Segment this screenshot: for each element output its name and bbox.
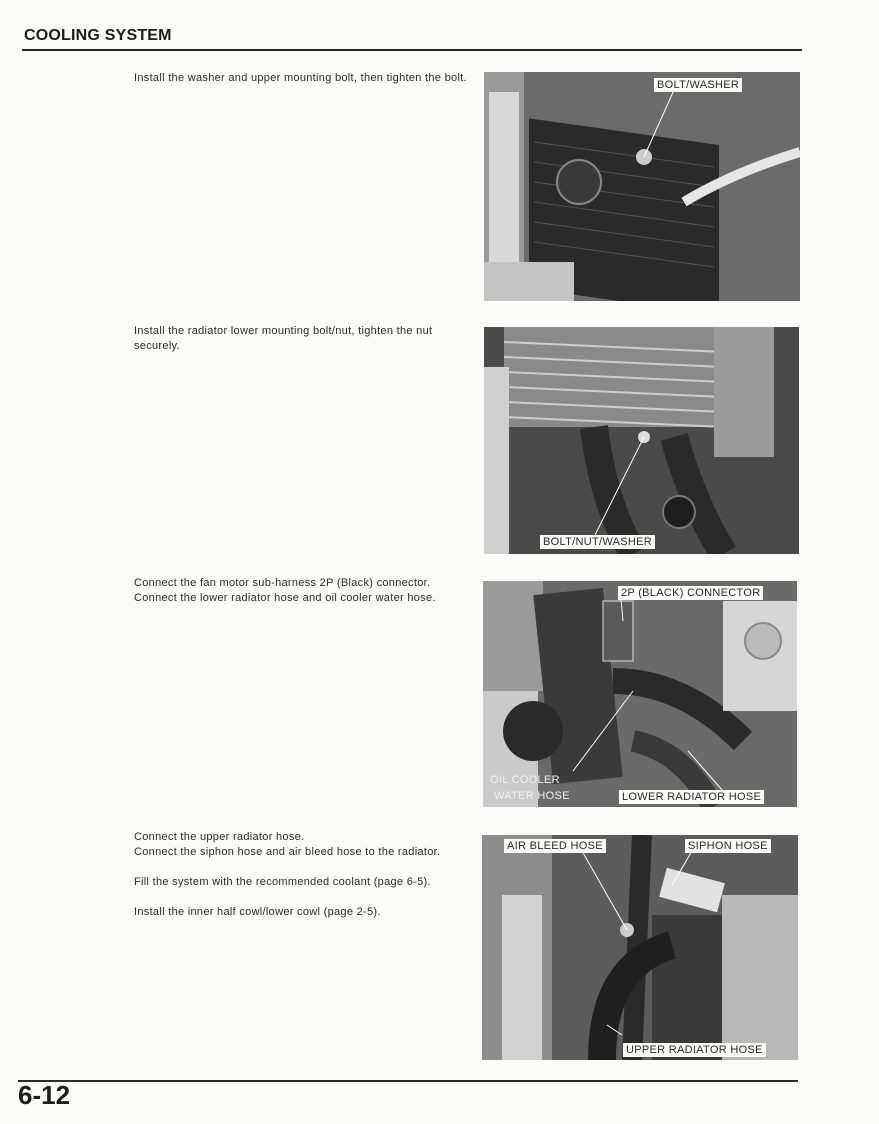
callout-oil-cooler: OIL COOLER [490,774,560,786]
step-1-text [134,71,468,101]
callout-bolt-washer: BOLT/WASHER [654,78,742,92]
callout-water-hose: WATER HOSE [494,790,570,802]
callout-upper-radiator-hose: UPPER RADIATOR HOSE [623,1043,766,1057]
step-4-paragraph-3: Fill the system with the recommended coolant (page 6-5). [134,876,431,888]
step-3-text [134,576,468,621]
page-number: 6-12 [18,1080,71,1110]
step-4-paragraph-4: Install the inner half cowl/lower cowl (page 2-5). [134,906,381,918]
step-1-paragraph: Install the washer and upper mounting bolt, then tighten the bolt. [134,72,467,84]
step-4-paragraph-1: Connect the upper radiator hose. [134,831,305,843]
step-2-paragraph: Install the radiator lower mounting bolt/nut, tighten the nut securely. [134,325,433,352]
step-1-photo [484,72,800,301]
step-3-paragraph-2: Connect the lower radiator hose and oil cooler water hose. [134,592,436,604]
callout-lower-radiator-hose: LOWER RADIATOR HOSE [619,790,764,804]
step-2-photo [484,327,799,554]
header-rule [22,49,802,51]
step-3-paragraph-1: Connect the fan motor sub-harness 2P (Black) connector. [134,577,431,589]
callout-air-bleed-hose: AIR BLEED HOSE [504,839,606,853]
step-2-text [134,324,468,369]
step-4-photo [482,835,798,1060]
callout-2p-connector: 2P (BLACK) CONNECTOR [618,586,763,600]
callout-siphon-hose: SIPHON HOSE [685,839,771,853]
step-4-paragraph-2: Connect the siphon hose and air bleed hose to the radiator. [134,846,441,858]
footer-rule [18,1080,798,1082]
callout-bolt-nut-washer: BOLT/NUT/WASHER [540,535,655,549]
section-title: COOLING SYSTEM [24,27,172,44]
step-3-photo [483,581,797,807]
step-4-text [134,830,468,935]
